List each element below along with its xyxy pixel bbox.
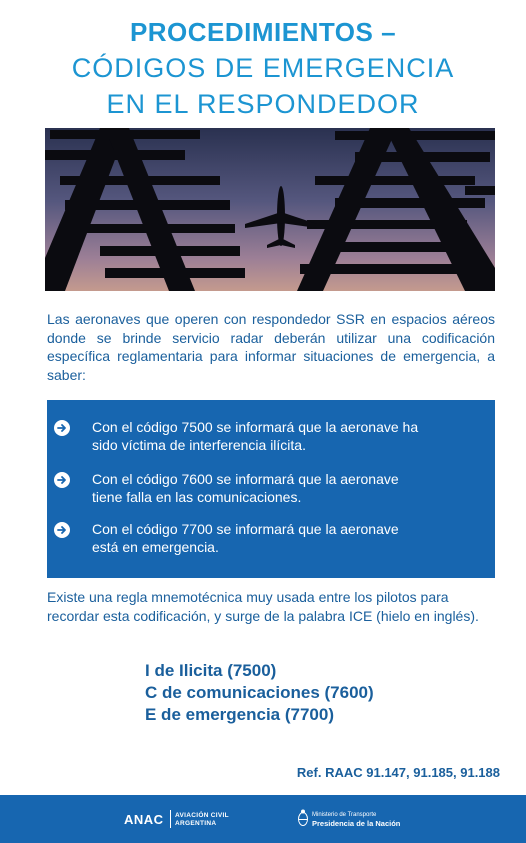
title-line-3: EN EL RESPONDEDOR [106,89,420,119]
aviacion-line-2: ARGENTINA [175,819,217,827]
presidencia-line: Presidencia de la Nación [312,819,401,828]
code-line-2: sido víctima de interferencia ilícita. [92,437,306,453]
title-line-1: PROCEDIMIENTOS – [129,17,397,47]
aviacion-line-1: AVIACIÓN CIVIL [175,812,229,819]
code-line-1: Con el código 7500 se informará que la aeronave ha [92,419,419,435]
mnemonic-list [145,660,374,726]
code-item-text [92,470,472,506]
code-item-text [92,520,472,556]
ministerio-logo-text [312,812,400,828]
code-line-1: Con el código 7600 se informará que la aeronave [92,471,399,487]
arrow-circle-icon [54,522,70,538]
aviacion-civil-logo-text [175,812,229,827]
anac-logo: ANAC [124,812,164,827]
logo-divider [170,810,171,828]
hero-image-airplane [45,128,495,291]
mnemonic-item-c: C de comunicaciones (7600) [145,683,374,702]
emergency-codes-box [47,400,495,578]
code-line-2: está en emergencia. [92,539,219,555]
footer-bar [0,795,526,843]
code-item-text [92,418,472,454]
intro-paragraph: Las aeronaves que operen con respondedor SSR en espacios aéreos donde se brinde servicio radar deberán utilizar una codificación específica reglamentaria para informar situaciones de emergencia, a saber: [47,311,495,383]
code-line-1: Con el código 7700 se informará que la aeronave [92,521,399,537]
national-crest-icon [298,809,308,832]
reference-text: Ref. RAAC 91.147, 91.185, 91.188 [296,765,500,780]
ministerio-line: Ministerio de Transporte [312,812,377,818]
mnemonic-rule-paragraph: Existe una regla mnemotécnica muy usada entre los pilotos para recordar esta codificación, y surge de la palabra ICE (hielo en inglés). [47,589,479,624]
mnemonic-item-i: I de Ilicita (7500) [145,661,277,680]
code-line-2: tiene falla en las comunicaciones. [92,489,302,505]
page-title [0,14,526,122]
arrow-circle-icon [54,472,70,488]
title-line-2: CÓDIGOS DE EMERGENCIA [71,53,455,83]
arrow-circle-icon [54,420,70,436]
mnemonic-item-e: E de emergencia (7700) [145,705,334,724]
